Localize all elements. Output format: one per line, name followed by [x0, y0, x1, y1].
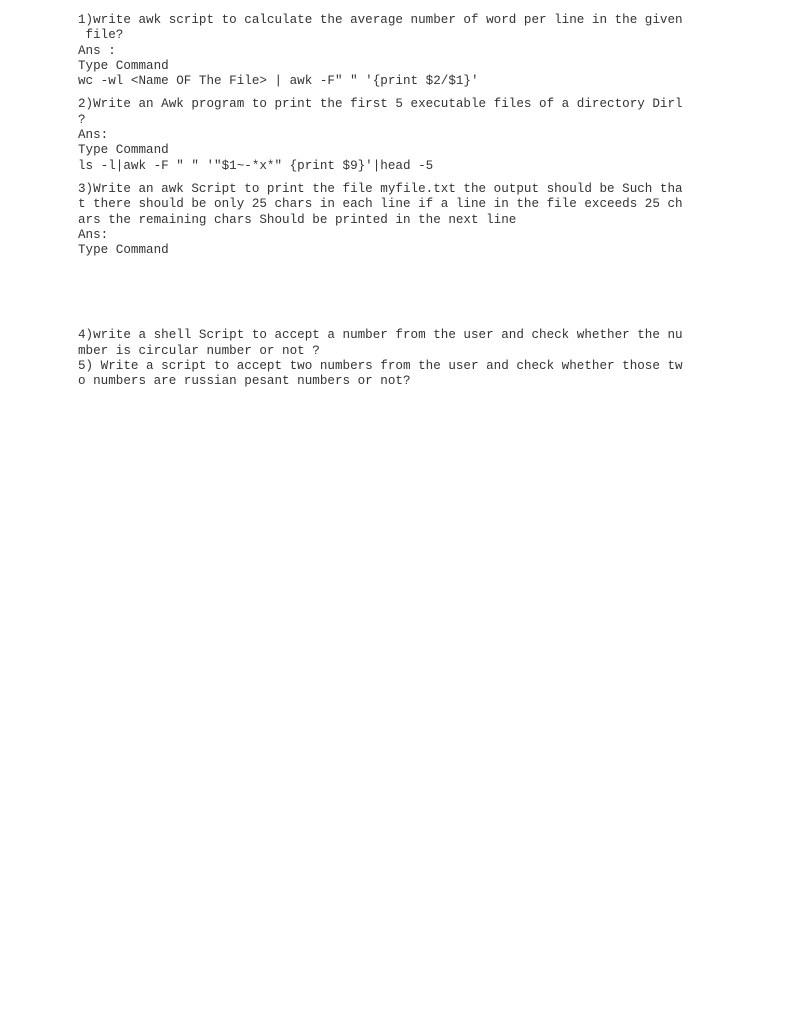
question-4-line-1: 4)write a shell Script to accept a number from the user and check whether the nu: [78, 328, 683, 343]
spacer: [78, 174, 718, 182]
question-4: [78, 328, 718, 359]
question-3: [78, 182, 718, 258]
question-5: [78, 359, 718, 390]
type-command-label: Type Command: [78, 243, 169, 258]
question-3-line-2: t there should be only 25 chars in each line if a line in the file exceeds 25 ch: [78, 197, 683, 212]
question-4-line-2: mber is circular number or not ?: [78, 343, 320, 358]
answer-label: Ans:: [78, 227, 109, 242]
command-text: ls -l|awk -F " " '"$1~-*x*" {print $9}'|head -5: [78, 158, 434, 173]
type-command-label: Type Command: [78, 143, 169, 158]
answer-label: Ans :: [78, 43, 116, 58]
question-5-line-1: 5) Write a script to accept two numbers from the user and check whether those tw: [78, 359, 683, 374]
question-1-line-2: file?: [78, 28, 124, 43]
question-1-line-1: 1)write awk script to calculate the average number of word per line in the given: [78, 13, 683, 27]
type-command-label: Type Command: [78, 58, 169, 73]
command-text: wc -wl <Name OF The File> | awk -F" " '{print $2/$1}': [78, 74, 479, 89]
document-body: [78, 13, 718, 390]
question-3-line-1: 3)Write an awk Script to print the file myfile.txt the output should be Such tha: [78, 181, 683, 196]
blank-area: [78, 258, 718, 328]
question-1: [78, 13, 718, 89]
question-5-line-2: o numbers are russian pesant numbers or not?: [78, 374, 411, 389]
question-3-line-3: ars the remaining chars Should be printed in the next line: [78, 212, 517, 227]
question-2-line-1: 2)Write an Awk program to print the first 5 executable files of a directory Dirl: [78, 97, 683, 112]
question-2: [78, 97, 718, 173]
spacer: [78, 89, 718, 97]
answer-label: Ans:: [78, 128, 109, 143]
question-2-line-2: ?: [78, 112, 86, 127]
